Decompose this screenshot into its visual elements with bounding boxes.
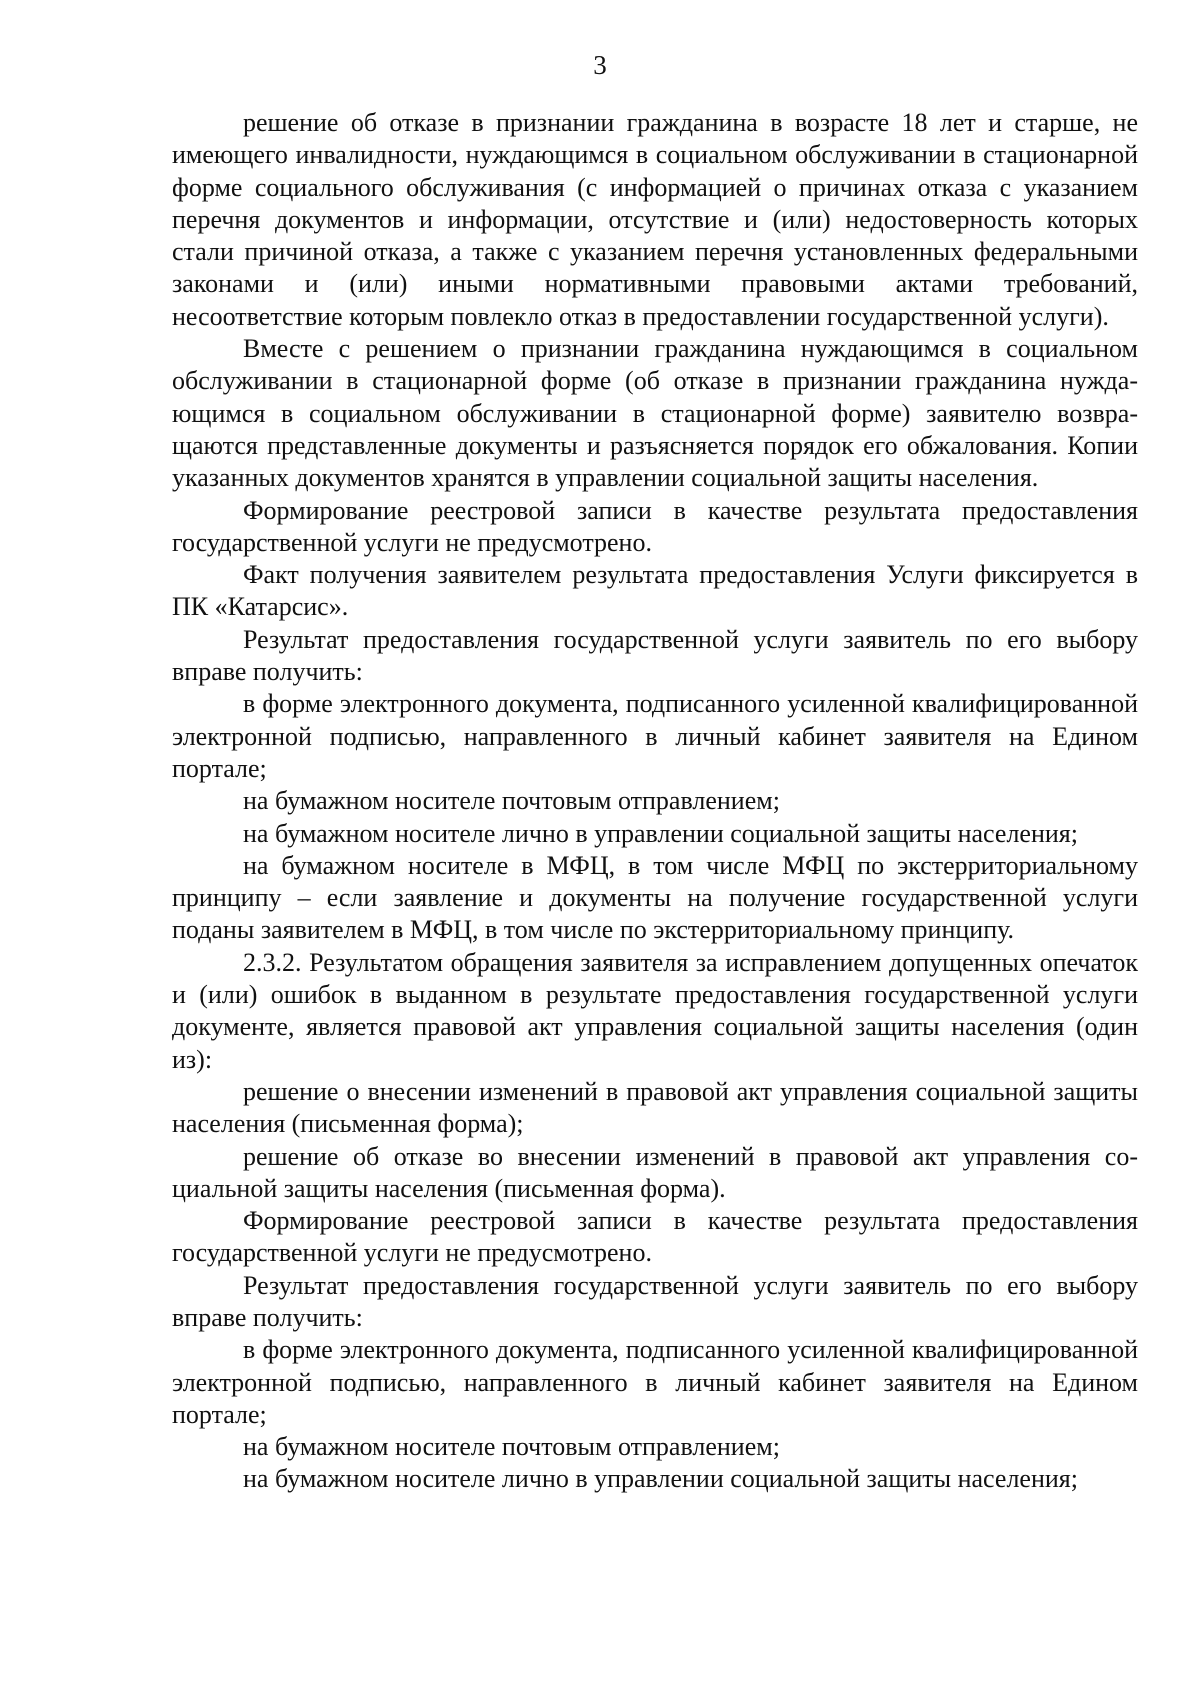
paragraph: Результат предоставления государственной услуги заявитель по его выбору вправе получить: — [172, 624, 1138, 687]
document-body — [172, 107, 1138, 1496]
paragraph: в форме электронного документа, подписанного усиленной квалифицированной электронной подписью, направленного в личный кабинет заявителя на Едином портале; — [172, 1335, 1138, 1429]
paragraph: решение об отказе в признании гражданина в возрасте 18 лет и старше, не имеющего инвалидности, нуждающимся в социальном обслуживании в стационарной форме социального обслуживания (с информацией о причинах отказа с указанием перечня документов и информации, отсутствие и (или) недостоверность которых стали причиной отказа, а также с указанием перечня установленных федеральными законами и (или) иными нормативными правовыми актами требований, несоответствие которым повлекло отказ в предоставлении государственной услуги). — [172, 108, 1138, 331]
paragraph: на бумажном носителе лично в управлении социальной защиты населения; — [243, 1464, 1078, 1494]
paragraph: решение об отказе во внесении изменений в правовой акт управления социальной защиты населения (письменная форма). — [172, 1141, 1138, 1203]
paragraph: Формирование реестровой записи в качестве результата предоставления государственной услуги не предусмотрено. — [172, 1206, 1138, 1268]
paragraph: Вместе с решением о признании гражданина нуждающимся в социальном обслуживании в стационарной форме (об отказе в признании гражданина нуждающимся в социальном обслуживании в стационарной форме) заявителю возвращаются представленные документы и разъясняется порядок его обжалования. Копии указанных документов хранятся в управлении социальной защиты населения. — [172, 334, 1138, 493]
paragraph: на бумажном носителе почтовым отправлением; — [243, 786, 780, 816]
paragraph: на бумажном носителе лично в управлении социальной защиты населения; — [243, 818, 1078, 848]
paragraph: на бумажном носителе в МФЦ, в том числе МФЦ по экстерриториальному принципу – если заявление и документы на получение государственной услуги поданы заявителем в МФЦ, в том числе по экстерриториальному принципу. — [172, 850, 1138, 945]
page-number: 3 — [593, 50, 607, 80]
paragraph: 2.3.2. Результатом обращения заявителя за исправлением допущенных опечаток и (или) ошибок в выданном в результате предоставления государственной услуги документе, является правовой акт управления социальной защиты населения (один из): — [172, 947, 1138, 1074]
paragraph: Формирование реестровой записи в качестве результата предоставления государственной услуги не предусмотрено. — [172, 495, 1138, 557]
paragraph: на бумажном носителе почтовым отправлением; — [243, 1432, 780, 1462]
paragraph: в форме электронного документа, подписанного усиленной квалифицированной электронной подписью, направленного в личный кабинет заявителя на Едином портале; — [172, 689, 1138, 783]
paragraph: Результат предоставления государственной услуги заявитель по его выбору вправе получить: — [172, 1270, 1138, 1332]
paragraph: Факт получения заявителем результата предоставления Услуги фиксируется в ПК «Катарсис». — [172, 560, 1138, 622]
paragraph: решение о внесении изменений в правовой акт управления социальной защиты населения (письменная форма); — [172, 1076, 1138, 1139]
